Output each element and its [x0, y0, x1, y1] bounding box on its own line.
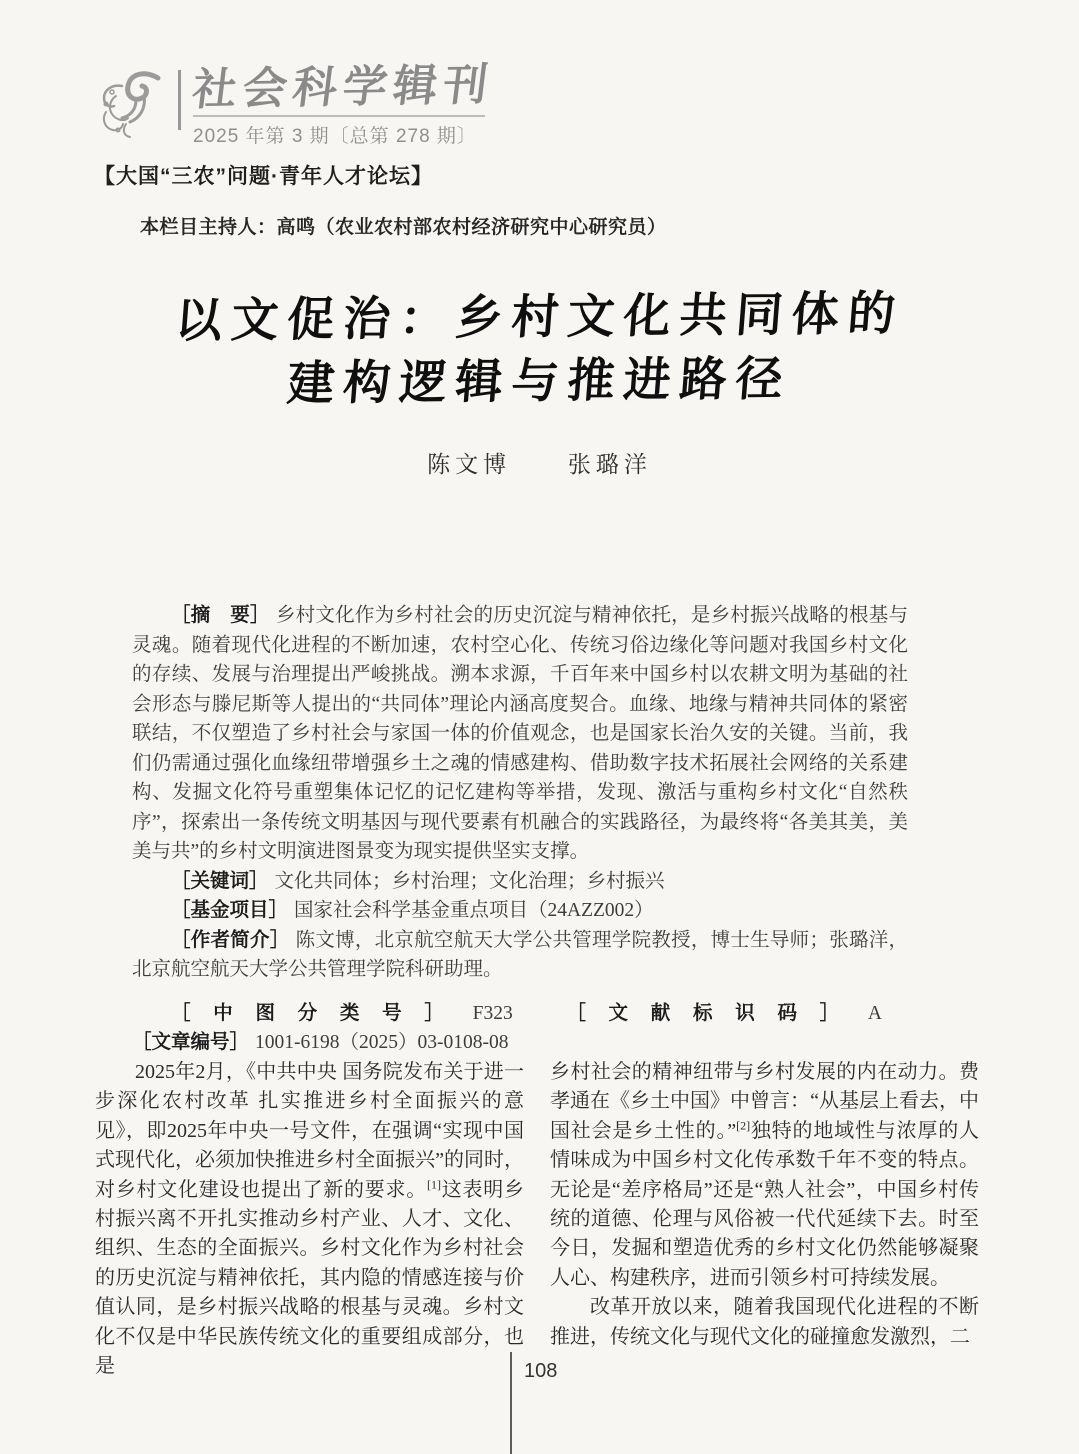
body-text: 改革开放以来，随着我国现代化进程的不断推进，传统文化与现代文化的碰撞愈发激烈，二	[550, 1296, 979, 1348]
author-byline	[0, 446, 1079, 479]
fund-text: 国家社会科学基金重点项目（24AZZ002）	[294, 900, 654, 921]
author-name-2: 张璐洋	[567, 452, 652, 477]
article-title-line-2: 建构逻辑与推进路径	[285, 353, 794, 411]
body-text: 这表明乡村振兴离不开扎实推动乡村产业、人才、文化、组织、生态的全面振兴。乡村文化作为乡村社会的历史沉淀与精神依托，其内隐的情感连接与价值认同，是乡村振兴战略的根基与灵魂。乡村文化不仅是中华民族传统文化的重要组成部分，也是	[95, 1178, 524, 1378]
journal-issue: 2025 年第 3 期〔总第 278 期〕	[193, 126, 477, 147]
keywords-text: 文化共同体；乡村治理；文化治理；乡村振兴	[274, 870, 665, 892]
keywords-line	[132, 867, 908, 897]
clc-pair	[171, 1003, 513, 1024]
body-text: 2025年2月，《中共中央 国务院发布关于进一步深化农村改革 扎实推进乡村全面振兴的意见》，即2025年中央一号文件，在强调“实现中国式现代化，必须加快推进乡村全面振兴”的同时，对乡村文化建设也提出了新的要求。	[95, 1061, 524, 1201]
abstract-label: ［摘 要］	[171, 604, 270, 626]
clc-label: ［中图分类号］	[171, 1001, 467, 1024]
classification-line	[132, 999, 908, 1058]
body-text: 乡村社会的精神纽带与乡村发展的内在动力。费孝通在《乡土中国》中曾言：“从基层上看去，中国社会是乡土性的。”	[550, 1061, 979, 1142]
body-column-right	[550, 1058, 979, 1381]
abstract-paragraph	[132, 601, 908, 867]
body-paragraph	[550, 1293, 979, 1352]
phoenix-logo-icon	[92, 66, 176, 146]
journal-masthead	[92, 60, 497, 148]
masthead-divider	[178, 70, 181, 130]
masthead-text	[189, 60, 497, 148]
doc-code-label: ［文献标识码］	[566, 1001, 862, 1024]
masthead-rule	[193, 115, 485, 117]
body-paragraph	[550, 1058, 979, 1293]
keywords-label: ［关键词］	[171, 869, 269, 892]
article-title-line-1: 以文促治：乡村文化共同体的	[173, 288, 906, 348]
column-host-line: 本栏目主持人：高鸣（农业农村部农村经济研究中心研究员）	[140, 217, 667, 238]
body-text: 独特的地域性与浓厚的人情味成为中国乡村文化传承数千年不变的特点。无论是“差序格局”还是“熟人社会”，中国乡村传统的道德、伦理与风俗被一代代延续下去。时至今日，发掘和塑造优秀的乡村文化仍然能够凝聚人心、构建秩序，进而引领乡村可持续发展。	[550, 1119, 980, 1289]
fund-line	[132, 896, 908, 926]
abstract-text: 乡村文化作为乡村社会的历史沉淀与精神依托，是乡村振兴战略的根基与灵魂。随着现代化进程的不断加速，农村空心化、传统习俗边缘化等问题对我国乡村文化的存续、发展与治理提出严峻挑战。溯本求源，千百年来中国乡村以农耕文明为基础的社会形态与滕尼斯等人提出的“共同体”理论内涵高度契合。血缘、地缘与精神共同体的紧密联结，不仅塑造了乡村社会与家国一体的价值观念，也是国家长治久安的关键。当前，我们仍需通过强化血缘纽带增强乡土之魂的情感建构、借助数字技术拓展社会网络的关系建构、发掘文化符号重塑集体记忆的记忆建构等举措，发现、激活与重构乡村文化“自然秩序”，探索出一条传统文明基因与现代要素有机融合的实践路径，为最终将“各美其美，美美与共”的乡村文明演进图景变为现实提供坚实支撑。	[132, 605, 908, 862]
section-banner: 【大国“三农”问题·青年人才论坛】	[94, 165, 433, 188]
doc-code-pair	[566, 1003, 882, 1024]
body-paragraph	[95, 1058, 524, 1381]
body-column-left	[95, 1058, 524, 1381]
front-matter	[132, 601, 908, 1058]
article-id-value: 1001-6198（2025）03-0108-08	[255, 1032, 509, 1053]
doc-code-value: A	[867, 1002, 882, 1024]
page-number: 108	[524, 1360, 558, 1382]
author-bio-line	[132, 926, 908, 985]
article-id-label: ［文章编号］	[132, 1031, 250, 1053]
author-bio-text: 陈文博，北京航空航天大学公共管理学院教授，博士生导师；张璐洋，北京航空航天大学公共管理学院科研助理。	[132, 929, 908, 980]
author-bio-label: ［作者简介］	[171, 928, 290, 951]
article-title	[0, 286, 1079, 414]
article-id-pair	[132, 1032, 509, 1053]
fund-label: ［基金项目］	[171, 899, 289, 921]
author-name-1: 陈文博	[427, 452, 512, 477]
clc-value: F323	[472, 1002, 513, 1024]
footnote-ref-2: [2]	[736, 1118, 751, 1133]
footnote-ref-1: [1]	[427, 1176, 441, 1191]
folio-divider-rule	[510, 1352, 512, 1454]
journal-name: 社会科学辑刊	[189, 60, 497, 115]
body-columns	[95, 1058, 979, 1381]
